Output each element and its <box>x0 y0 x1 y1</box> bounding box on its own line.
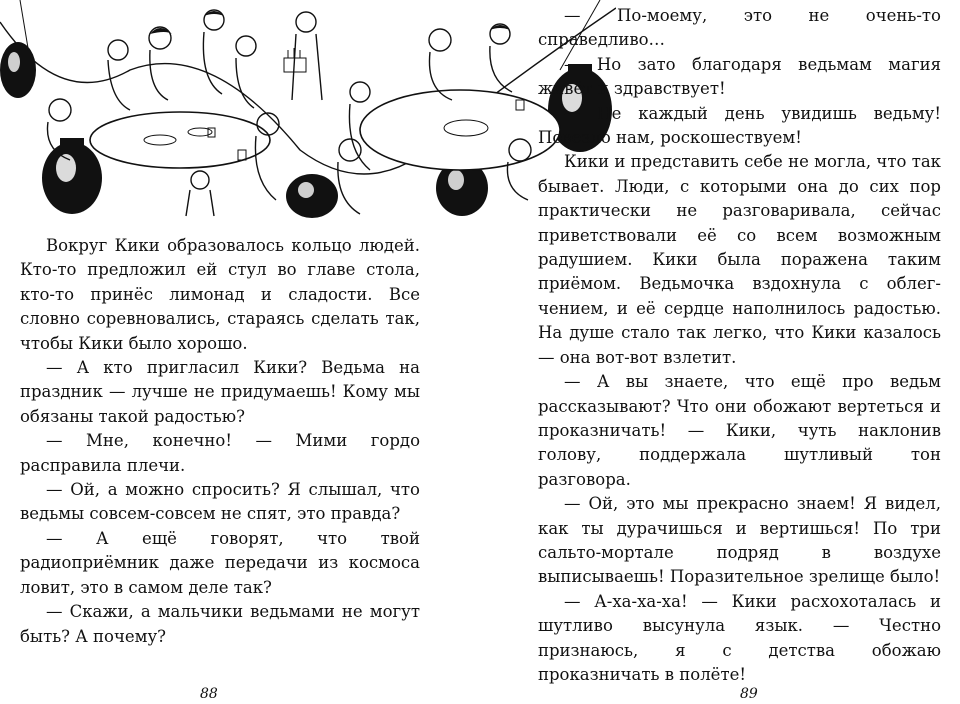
lantern-top-left-icon <box>0 42 36 98</box>
paragraph: — А кто пригласил Кики? Ведьма на праздник — лучше не придумаешь! Кому мы обязаны такой радостью? <box>20 358 420 426</box>
paragraph: — Ой, это мы прекрасно знаем! Я видел, как ты дурачишься и вертишься! По три сальто-мортале подряд в воздухе выписываешь! Поразительное зрелище было! <box>538 494 941 587</box>
paragraph: — Скажи, а мальчики ведьмами не могут быть? А почему? <box>20 602 420 646</box>
paragraph: Кики и представить себе не могла, что так бывает. Люди, с которыми она до сих пор практически не разговаривала, сейчас приветствовали её со всем возможным радушием. Кики была поражена таким приёмом. Ведьмочка вздохнула с облегчением, и её сердце наполнилось радостью. На душе стало так легко, что Кики казалось — она вот-вот взлетит. <box>538 152 941 367</box>
paragraph: — Не каждый день увидишь ведьму! Повезло нам, роскошествуем! <box>538 103 941 148</box>
lantern-center-icon <box>286 174 338 218</box>
paragraph: — Ой, а можно спросить? Я слышал, что ведьмы совсем-совсем не спят, это правда? <box>20 480 420 524</box>
paragraph: — Но зато благодаря ведьмам магия живёт и здравствует! <box>538 54 941 99</box>
paragraph: — Мне, конечно! — Мими гордо расправила плечи. <box>20 431 420 475</box>
left-page-text <box>20 234 420 649</box>
paragraph: — А ещё говорят, что твой радиоприёмник даже передачи из космоса ловит, это в самом деле так? <box>20 528 420 597</box>
paragraph: — А вы знаете, что ещё про ведьм рассказывают? Что они обожают вертеться и проказничать! — Кики, чуть наклонив голову, поддержала шутливый тон разговора. <box>538 372 941 489</box>
page-number-left: 88 <box>200 686 218 702</box>
paragraph: — А-ха-ха-ха! — Кики расхохоталась и шутливо высунула язык. — Честно признаюсь, я с детства обожаю проказничать в полёте! <box>538 591 941 684</box>
page-number-right: 89 <box>740 686 758 702</box>
paragraph: — По-моему, это не очень-то справедливо… <box>538 6 941 50</box>
right-page-text <box>538 4 941 687</box>
paragraph: Вокруг Кики образовалось кольцо людей. Кто-то предложил ей стул во главе стола, кто-то принёс лимонад и сладости. Все словно соревновались, стараясь сделать так, чтобы Кики было хорошо. <box>20 236 420 353</box>
